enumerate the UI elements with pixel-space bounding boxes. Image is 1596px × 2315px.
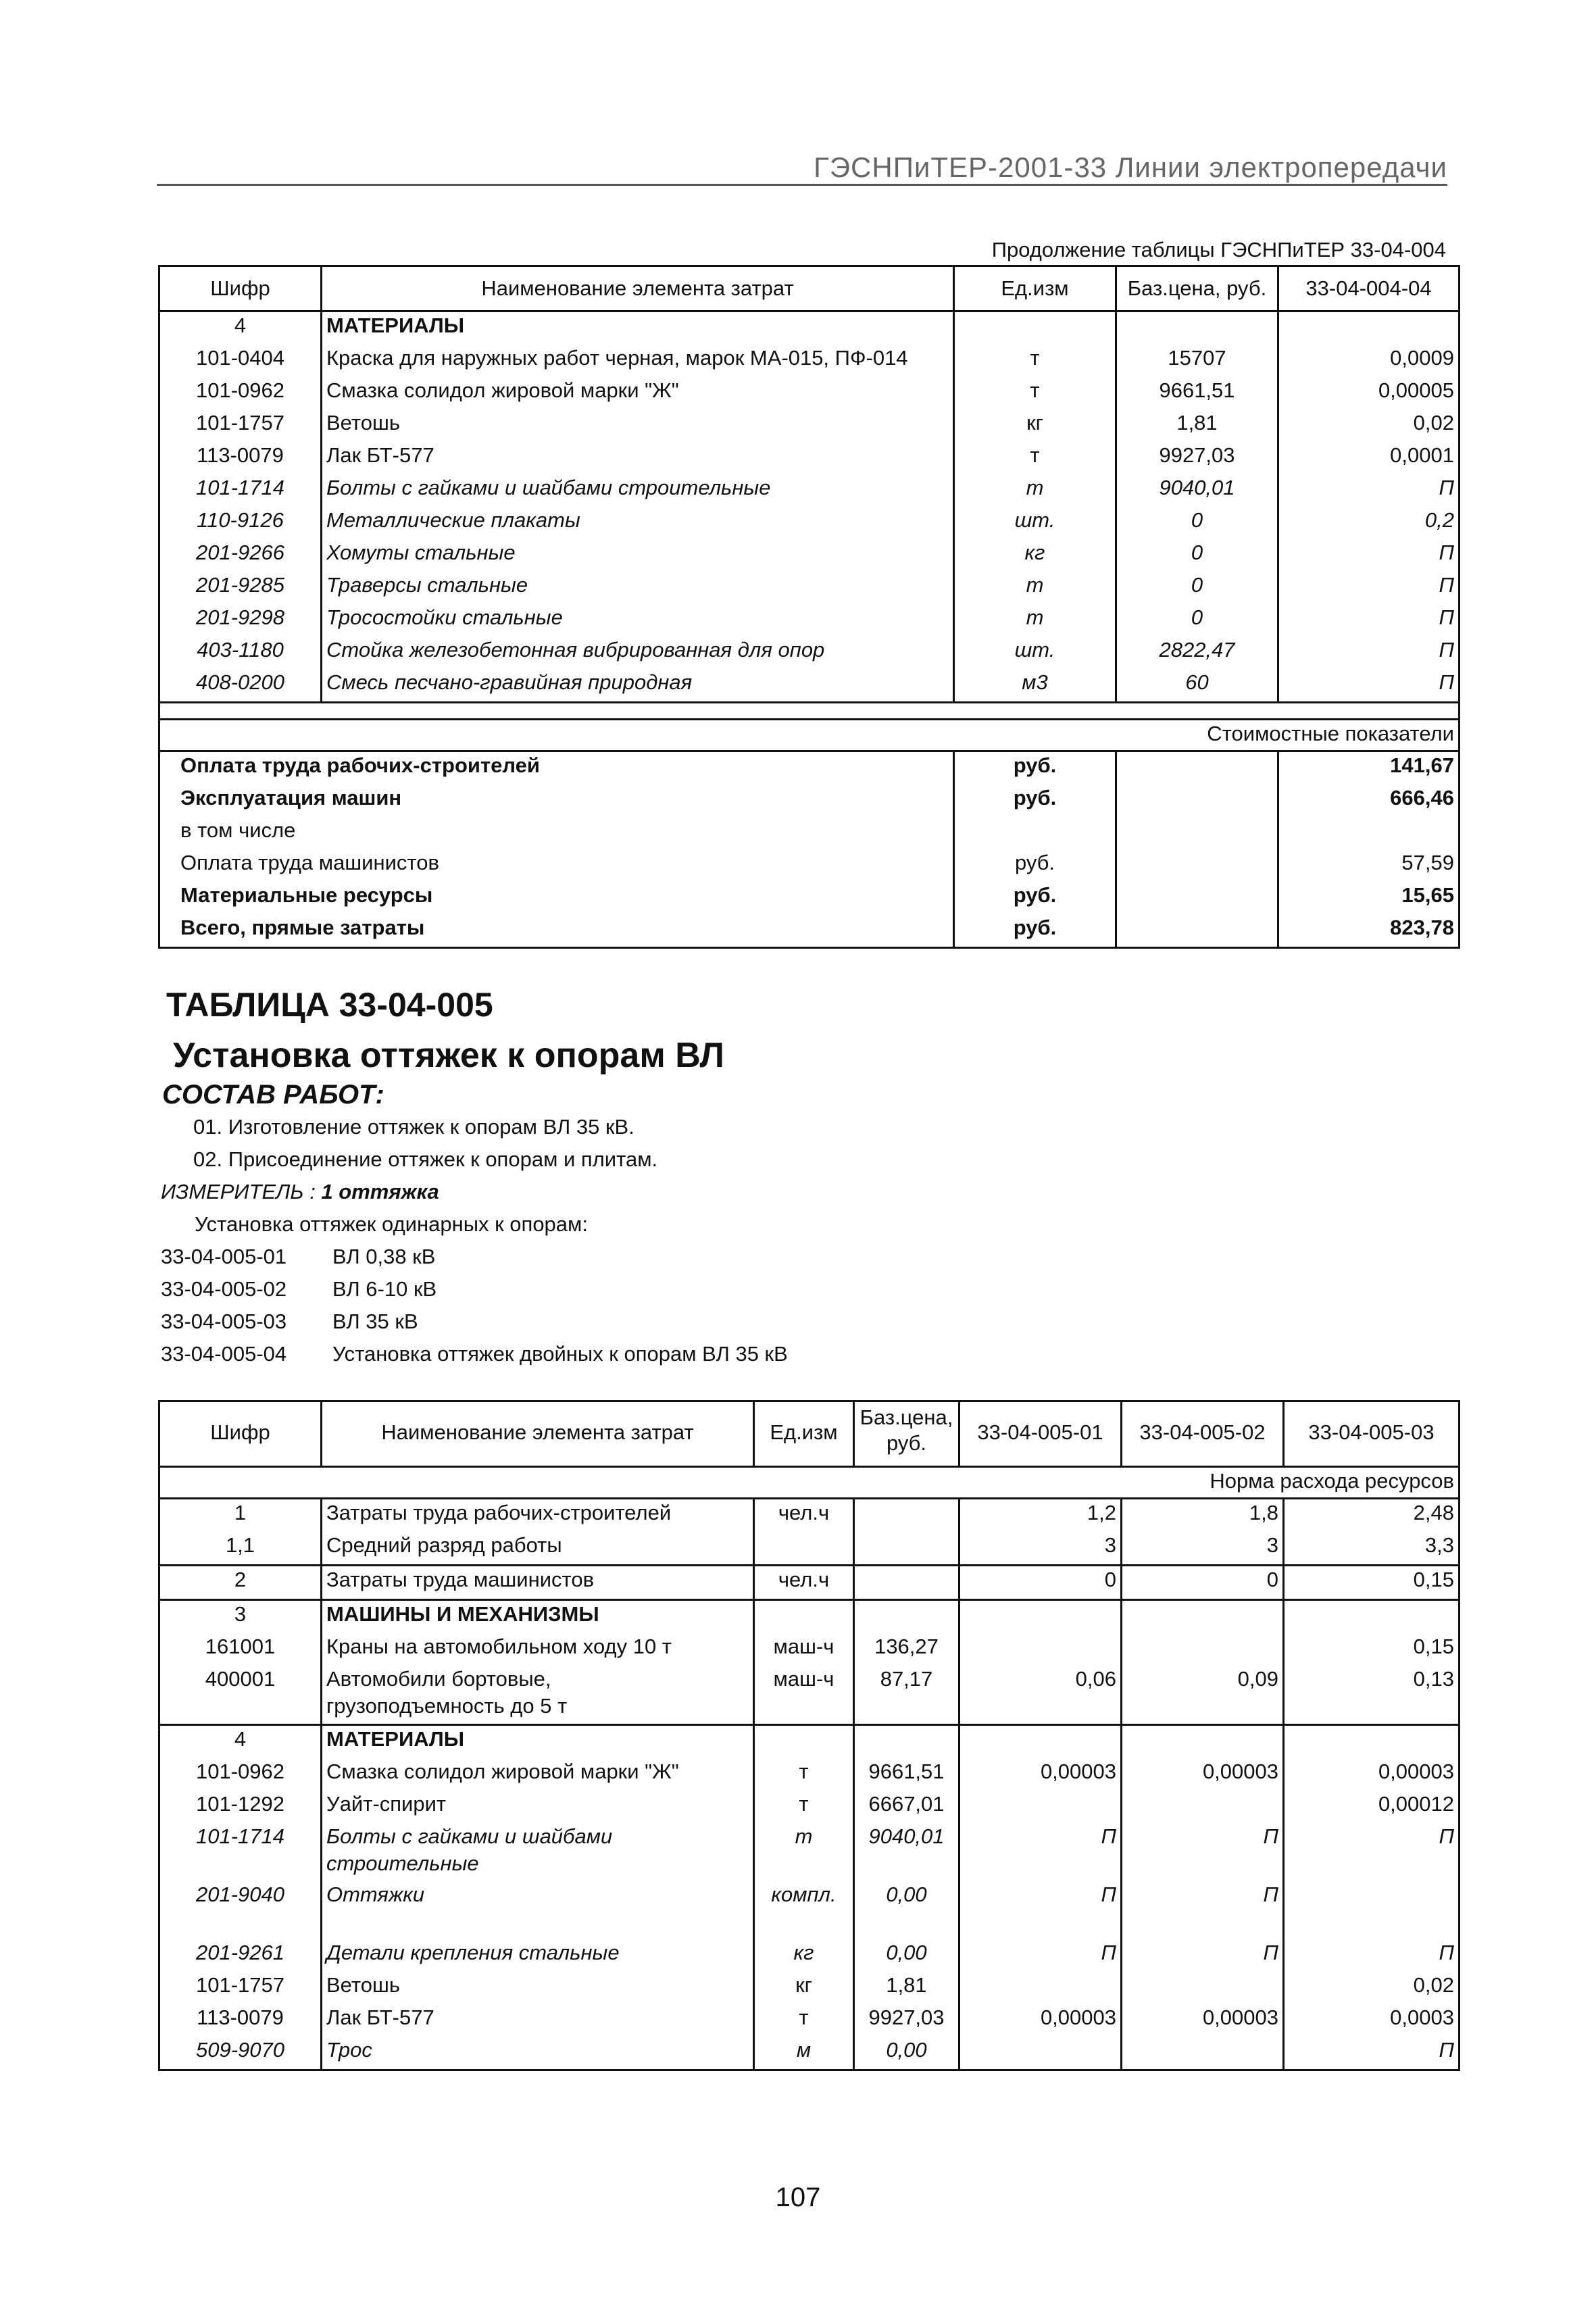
col-header-unit: Ед.изм bbox=[954, 266, 1116, 312]
row-price: 2822,47 bbox=[1116, 637, 1278, 669]
cost-name: Оплата труда рабочих-строителей bbox=[159, 751, 954, 785]
row-code: 201-9266 bbox=[159, 539, 322, 572]
table-row bbox=[159, 1758, 1460, 1791]
row-name-line: МАТЕРИАЛЫ bbox=[326, 1727, 465, 1751]
row-price: 9927,03 bbox=[1116, 442, 1278, 474]
row-code: 161001 bbox=[159, 1633, 322, 1666]
norm-header-row bbox=[159, 1467, 1460, 1499]
row-unit: компл. bbox=[754, 1881, 854, 1939]
row-name bbox=[322, 1791, 754, 1823]
row-unit: шт. bbox=[954, 637, 1116, 669]
row-code: 3 bbox=[159, 1600, 322, 1634]
row-name-line: Автомобили бортовые, bbox=[326, 1667, 551, 1691]
row-price: 9661,51 bbox=[1116, 377, 1278, 409]
row-value-1 bbox=[959, 1791, 1122, 1823]
row-price: 6667,01 bbox=[854, 1791, 959, 1823]
row-value-2 bbox=[1122, 1725, 1284, 1759]
row-name-line: Уайт-спирит bbox=[326, 1792, 447, 1816]
table-33-04-005 bbox=[158, 1400, 1460, 2071]
row-code: 1,1 bbox=[159, 1532, 322, 1566]
row-code: 2 bbox=[159, 1566, 322, 1600]
row-value-3: 0,00012 bbox=[1284, 1791, 1460, 1823]
table-row bbox=[159, 1633, 1460, 1666]
row-name-line: Лак БТ-577 bbox=[326, 2006, 434, 2029]
row-name: Ветошь bbox=[322, 409, 954, 442]
row-value-1: П bbox=[959, 1939, 1122, 1972]
norm-header: Норма расхода ресурсов bbox=[159, 1467, 1460, 1499]
col-header-code: Шифр bbox=[159, 1401, 322, 1467]
col-header-price: Баз.цена, руб. bbox=[854, 1401, 959, 1467]
row-name bbox=[322, 1532, 754, 1566]
row-name bbox=[322, 1881, 754, 1939]
row-name-line-2: строительные bbox=[326, 1851, 479, 1875]
row-name-line: Трос bbox=[326, 2038, 372, 2062]
cost-unit: руб. bbox=[954, 849, 1116, 882]
row-code: 113-0079 bbox=[159, 2004, 322, 2037]
cost-name: в том числе bbox=[159, 817, 954, 849]
row-value-1 bbox=[959, 1725, 1122, 1759]
table-row bbox=[159, 377, 1460, 409]
variant-name: ВЛ 6-10 кВ bbox=[332, 1277, 437, 1301]
table-row bbox=[159, 2037, 1460, 2070]
cost-empty bbox=[1116, 849, 1278, 882]
row-value-3: П bbox=[1284, 2037, 1460, 2070]
row-price: 87,17 bbox=[854, 1666, 959, 1725]
variant-code: 33-04-005-03 bbox=[161, 1310, 287, 1333]
row-code: 400001 bbox=[159, 1666, 322, 1725]
row-name bbox=[322, 2037, 754, 2070]
row-unit: т bbox=[954, 345, 1116, 377]
cost-empty bbox=[1116, 817, 1278, 849]
table-row bbox=[159, 442, 1460, 474]
row-value: 0,0001 bbox=[1278, 442, 1460, 474]
row-value: 0,00005 bbox=[1278, 377, 1460, 409]
cost-row bbox=[159, 817, 1460, 849]
row-value-3 bbox=[1284, 1881, 1460, 1939]
row-name: Хомуты стальные bbox=[322, 539, 954, 572]
row-price bbox=[854, 1532, 959, 1566]
row-name-line: Детали крепления стальные bbox=[326, 1941, 620, 1964]
row-price: 0,00 bbox=[854, 1939, 959, 1972]
row-price: 0 bbox=[1116, 572, 1278, 604]
row-code: 113-0079 bbox=[159, 442, 322, 474]
row-unit: маш-ч bbox=[754, 1633, 854, 1666]
row-name bbox=[322, 1600, 754, 1634]
variant-name: ВЛ 0,38 кВ bbox=[332, 1245, 436, 1268]
row-name-line: МАШИНЫ И МЕХАНИЗМЫ bbox=[326, 1602, 599, 1626]
row-unit: т bbox=[954, 604, 1116, 637]
row-price: 1,81 bbox=[854, 1972, 959, 2004]
row-value-2: 0 bbox=[1122, 1566, 1284, 1600]
row-code: 101-0962 bbox=[159, 377, 322, 409]
running-header bbox=[157, 150, 1447, 186]
row-price bbox=[854, 1725, 959, 1759]
row-price: 9040,01 bbox=[854, 1823, 959, 1881]
row-value: П bbox=[1278, 669, 1460, 703]
row-code: 403-1180 bbox=[159, 637, 322, 669]
table-row bbox=[159, 474, 1460, 507]
row-code: 101-0962 bbox=[159, 1758, 322, 1791]
cost-unit: руб. bbox=[954, 914, 1116, 948]
variant-code: 33-04-005-04 bbox=[161, 1342, 287, 1366]
row-price: 0,00 bbox=[854, 1881, 959, 1939]
table-33-04-004 bbox=[158, 265, 1460, 949]
row-value-2 bbox=[1122, 2037, 1284, 2070]
row-value-2: 0,09 bbox=[1122, 1666, 1284, 1725]
row-value-3: 2,48 bbox=[1284, 1499, 1460, 1533]
col-header-unit: Ед.изм bbox=[754, 1401, 854, 1467]
row-name bbox=[322, 1566, 754, 1600]
row-value: 0,02 bbox=[1278, 409, 1460, 442]
section-code: 4 bbox=[159, 312, 322, 345]
row-unit: кг bbox=[754, 1939, 854, 1972]
row-value: П bbox=[1278, 539, 1460, 572]
row-name bbox=[322, 1499, 754, 1533]
row-price: 9927,03 bbox=[854, 2004, 959, 2037]
row-value: П bbox=[1278, 572, 1460, 604]
cost-name: Материальные ресурсы bbox=[159, 882, 954, 914]
row-price: 0,00 bbox=[854, 2037, 959, 2070]
row-value: П bbox=[1278, 474, 1460, 507]
row-value-2: 1,8 bbox=[1122, 1499, 1284, 1533]
cost-row bbox=[159, 914, 1460, 948]
row-code: 101-0404 bbox=[159, 345, 322, 377]
row-name bbox=[322, 1633, 754, 1666]
cost-unit: руб. bbox=[954, 751, 1116, 785]
row-unit: маш-ч bbox=[754, 1666, 854, 1725]
table-row bbox=[159, 1881, 1460, 1939]
row-value: 0,0009 bbox=[1278, 345, 1460, 377]
row-value-1: 0,00003 bbox=[959, 1758, 1122, 1791]
table-row bbox=[159, 539, 1460, 572]
row-name bbox=[322, 1823, 754, 1881]
table-row bbox=[159, 637, 1460, 669]
cost-row bbox=[159, 751, 1460, 785]
row-unit: м bbox=[754, 2037, 854, 2070]
work-item-2: 02. Присоединение оттяжек к опорам и плитам. bbox=[193, 1147, 658, 1171]
row-unit bbox=[754, 1725, 854, 1759]
table-header-row bbox=[159, 266, 1460, 312]
col-header-name: Наименование элемента затрат bbox=[322, 266, 954, 312]
row-unit: т bbox=[754, 1758, 854, 1791]
row-value-3: 0,13 bbox=[1284, 1666, 1460, 1725]
row-code: 201-9261 bbox=[159, 1939, 322, 1972]
table-row bbox=[159, 1666, 1460, 1725]
cost-value bbox=[1278, 817, 1460, 849]
row-code: 110-9126 bbox=[159, 507, 322, 539]
row-name bbox=[322, 1725, 754, 1759]
row-value-3: П bbox=[1284, 1823, 1460, 1881]
row-value-1: П bbox=[959, 1823, 1122, 1881]
row-name: Тросостойки стальные bbox=[322, 604, 954, 637]
row-price: 15707 bbox=[1116, 345, 1278, 377]
row-name-line: Затраты труда рабочих-строителей bbox=[326, 1501, 672, 1524]
table-subtitle: Установка оттяжек к опорам ВЛ bbox=[173, 1036, 724, 1075]
row-unit: кг bbox=[954, 409, 1116, 442]
row-price bbox=[854, 1566, 959, 1600]
table-row bbox=[159, 1532, 1460, 1566]
table-header-row bbox=[159, 1401, 1460, 1467]
col-header-price: Баз.цена, руб. bbox=[1116, 266, 1278, 312]
row-unit: кг bbox=[954, 539, 1116, 572]
row-value-2: П bbox=[1122, 1939, 1284, 1972]
row-name: Болты с гайками и шайбами строительные bbox=[322, 474, 954, 507]
cost-unit: руб. bbox=[954, 785, 1116, 817]
row-name-line: Средний разряд работы bbox=[326, 1533, 562, 1557]
row-price: 9661,51 bbox=[854, 1758, 959, 1791]
row-unit: т bbox=[754, 1823, 854, 1881]
variant-code: 33-04-005-01 bbox=[161, 1245, 287, 1268]
row-value: П bbox=[1278, 604, 1460, 637]
cost-row bbox=[159, 785, 1460, 817]
row-value-3: 0,15 bbox=[1284, 1566, 1460, 1600]
row-name-line: Затраты труда машинистов bbox=[326, 1568, 595, 1591]
row-unit: т bbox=[954, 377, 1116, 409]
row-name bbox=[322, 1758, 754, 1791]
row-code: 1 bbox=[159, 1499, 322, 1533]
table-row bbox=[159, 604, 1460, 637]
table-row bbox=[159, 1566, 1460, 1600]
col-header-name: Наименование элемента затрат bbox=[322, 1401, 754, 1467]
cost-name: Эксплуатация машин bbox=[159, 785, 954, 817]
row-value-3: 0,00003 bbox=[1284, 1758, 1460, 1791]
row-value: П bbox=[1278, 637, 1460, 669]
row-code: 509-9070 bbox=[159, 2037, 322, 2070]
row-unit: кг bbox=[754, 1972, 854, 2004]
row-value-2 bbox=[1122, 1633, 1284, 1666]
row-code: 101-1714 bbox=[159, 474, 322, 507]
row-name-line: Болты с гайками и шайбами bbox=[326, 1824, 613, 1848]
row-code: 201-9040 bbox=[159, 1881, 322, 1939]
row-name: Траверсы стальные bbox=[322, 572, 954, 604]
cost-empty bbox=[1116, 914, 1278, 948]
row-unit: т bbox=[754, 2004, 854, 2037]
cost-unit: руб. bbox=[954, 882, 1116, 914]
row-code: 201-9285 bbox=[159, 572, 322, 604]
install-heading: Установка оттяжек одинарных к опорам: bbox=[195, 1212, 588, 1236]
row-code: 201-9298 bbox=[159, 604, 322, 637]
row-name: Краска для наружных работ черная, марок МА-015, ПФ-014 bbox=[322, 345, 954, 377]
row-value-3: П bbox=[1284, 1939, 1460, 1972]
spacer-cell bbox=[159, 703, 1460, 720]
cost-row bbox=[159, 882, 1460, 914]
row-name: Лак БТ-577 bbox=[322, 442, 954, 474]
row-name-line: Ветошь bbox=[326, 1973, 400, 1997]
row-value-3: 3,3 bbox=[1284, 1532, 1460, 1566]
row-value-1 bbox=[959, 1600, 1122, 1634]
row-price bbox=[854, 1499, 959, 1533]
table-row bbox=[159, 1600, 1460, 1634]
cost-name: Оплата труда машинистов bbox=[159, 849, 954, 882]
row-unit: шт. bbox=[954, 507, 1116, 539]
cost-header: Стоимостные показатели bbox=[159, 720, 1460, 751]
table-continuation-title: Продолжение таблицы ГЭСНПиТЕР 33-04-004 bbox=[991, 238, 1446, 262]
table-row bbox=[159, 409, 1460, 442]
row-value-2 bbox=[1122, 1791, 1284, 1823]
row-code: 408-0200 bbox=[159, 669, 322, 703]
row-value-3 bbox=[1284, 1725, 1460, 1759]
table-row bbox=[159, 345, 1460, 377]
table-row bbox=[159, 2004, 1460, 2037]
row-value-1: П bbox=[959, 1881, 1122, 1939]
spacer-row bbox=[159, 703, 1460, 720]
col-header-v1: 33-04-005-01 bbox=[959, 1401, 1122, 1467]
measure-value: 1 оттяжка bbox=[321, 1180, 439, 1203]
row-value-2 bbox=[1122, 1972, 1284, 2004]
cost-empty bbox=[1116, 785, 1278, 817]
row-value-2: 3 bbox=[1122, 1532, 1284, 1566]
row-unit bbox=[754, 1532, 854, 1566]
row-value-2: П bbox=[1122, 1823, 1284, 1881]
row-value-3 bbox=[1284, 1600, 1460, 1634]
cost-unit bbox=[954, 817, 1116, 849]
row-name: Металлические плакаты bbox=[322, 507, 954, 539]
row-value-2: 0,00003 bbox=[1122, 1758, 1284, 1791]
section-row bbox=[159, 312, 1460, 345]
table-row bbox=[159, 1725, 1460, 1759]
table-row bbox=[159, 669, 1460, 703]
row-price: 0 bbox=[1116, 507, 1278, 539]
row-value-1: 1,2 bbox=[959, 1499, 1122, 1533]
row-value-1 bbox=[959, 1972, 1122, 2004]
measure-label: ИЗМЕРИТЕЛЬ : bbox=[161, 1180, 316, 1203]
row-value-1: 0,06 bbox=[959, 1666, 1122, 1725]
row-code: 4 bbox=[159, 1725, 322, 1759]
table-row bbox=[159, 572, 1460, 604]
col-header-code: Шифр bbox=[159, 266, 322, 312]
row-value-1: 0 bbox=[959, 1566, 1122, 1600]
col-header-v3: 33-04-005-03 bbox=[1284, 1401, 1460, 1467]
row-code: 101-1757 bbox=[159, 1972, 322, 2004]
row-code: 101-1292 bbox=[159, 1791, 322, 1823]
cost-value: 666,46 bbox=[1278, 785, 1460, 817]
cost-value: 57,59 bbox=[1278, 849, 1460, 882]
row-value-3: 0,15 bbox=[1284, 1633, 1460, 1666]
cost-value: 823,78 bbox=[1278, 914, 1460, 948]
row-unit: т bbox=[754, 1791, 854, 1823]
table-row bbox=[159, 1823, 1460, 1881]
row-name bbox=[322, 2004, 754, 2037]
row-unit: т bbox=[954, 474, 1116, 507]
table-row bbox=[159, 1499, 1460, 1533]
row-value-1 bbox=[959, 2037, 1122, 2070]
row-price bbox=[854, 1600, 959, 1634]
row-name: Стойка железобетонная вибрированная для опор bbox=[322, 637, 954, 669]
variant-name: ВЛ 35 кВ bbox=[332, 1310, 418, 1333]
running-title: ГЭСНПиТЕР-2001-33 Линии электропередачи bbox=[814, 151, 1447, 183]
row-code: 101-1714 bbox=[159, 1823, 322, 1881]
row-price: 1,81 bbox=[1116, 409, 1278, 442]
table-title: ТАБЛИЦА 33-04-005 bbox=[166, 986, 493, 1024]
col-header-v2: 33-04-005-02 bbox=[1122, 1401, 1284, 1467]
row-name-line-2: грузоподъемность до 5 т bbox=[326, 1694, 568, 1718]
row-name bbox=[322, 1939, 754, 1972]
row-price: 0 bbox=[1116, 604, 1278, 637]
row-name-line: Краны на автомобильном ходу 10 т bbox=[326, 1635, 672, 1658]
row-name: Смазка солидол жировой марки "Ж" bbox=[322, 377, 954, 409]
cost-empty bbox=[1116, 751, 1278, 785]
row-name-line: Смазка солидол жировой марки "Ж" bbox=[326, 1760, 679, 1783]
row-value-1 bbox=[959, 1633, 1122, 1666]
row-value-1: 0,00003 bbox=[959, 2004, 1122, 2037]
table-row bbox=[159, 507, 1460, 539]
row-name-line: Оттяжки bbox=[326, 1883, 425, 1906]
row-name bbox=[322, 1972, 754, 2004]
row-price: 60 bbox=[1116, 669, 1278, 703]
row-name: Смесь песчано-гравийная природная bbox=[322, 669, 954, 703]
row-value-1: 3 bbox=[959, 1532, 1122, 1566]
row-name bbox=[322, 1666, 754, 1725]
row-value-3: 0,0003 bbox=[1284, 2004, 1460, 2037]
row-price: 136,27 bbox=[854, 1633, 959, 1666]
measure-unit bbox=[161, 1180, 439, 1204]
cost-value: 141,67 bbox=[1278, 751, 1460, 785]
table-row bbox=[159, 1939, 1460, 1972]
variant-name: Установка оттяжек двойных к опорам ВЛ 35 кВ bbox=[332, 1342, 788, 1366]
col-header-norm: 33-04-004-04 bbox=[1278, 266, 1460, 312]
cost-header-row bbox=[159, 720, 1460, 751]
cost-row bbox=[159, 849, 1460, 882]
row-unit: чел.ч bbox=[754, 1499, 854, 1533]
section-name: МАТЕРИАЛЫ bbox=[322, 312, 954, 345]
row-unit bbox=[754, 1600, 854, 1634]
row-value: 0,2 bbox=[1278, 507, 1460, 539]
work-item-1: 01. Изготовление оттяжек к опорам ВЛ 35 кВ. bbox=[193, 1115, 634, 1139]
row-price: 9040,01 bbox=[1116, 474, 1278, 507]
variant-code: 33-04-005-02 bbox=[161, 1277, 287, 1301]
row-unit: чел.ч bbox=[754, 1566, 854, 1600]
row-price: 0 bbox=[1116, 539, 1278, 572]
row-value-3: 0,02 bbox=[1284, 1972, 1460, 2004]
cost-empty bbox=[1116, 882, 1278, 914]
work-composition-heading: СОСТАВ РАБОТ: bbox=[162, 1080, 384, 1110]
row-value-2: 0,00003 bbox=[1122, 2004, 1284, 2037]
row-value-2 bbox=[1122, 1600, 1284, 1634]
table-row bbox=[159, 1791, 1460, 1823]
page-number: 107 bbox=[775, 2183, 821, 2212]
table-row bbox=[159, 1972, 1460, 2004]
cost-value: 15,65 bbox=[1278, 882, 1460, 914]
row-value-2: П bbox=[1122, 1881, 1284, 1939]
row-unit: м3 bbox=[954, 669, 1116, 703]
cost-name: Всего, прямые затраты bbox=[159, 914, 954, 948]
row-unit: т bbox=[954, 572, 1116, 604]
row-code: 101-1757 bbox=[159, 409, 322, 442]
row-unit: т bbox=[954, 442, 1116, 474]
